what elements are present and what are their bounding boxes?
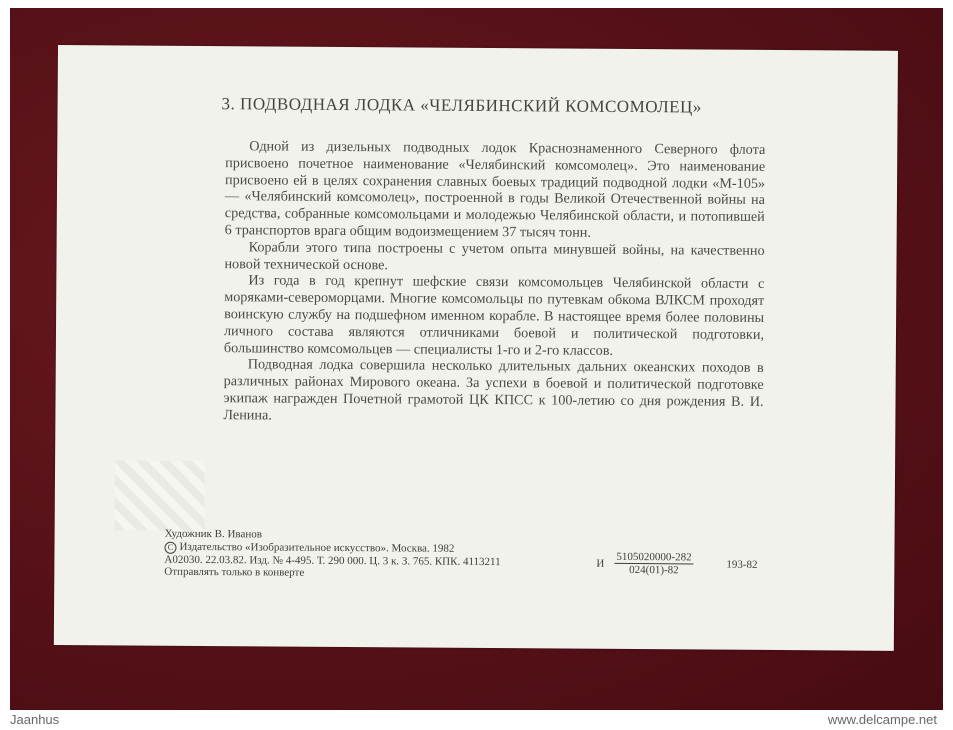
- card-body: [223, 138, 765, 427]
- fraction-numerator: 5105020000-282: [614, 551, 693, 565]
- copyright-icon: С: [164, 541, 176, 553]
- fraction-prefix: И: [596, 557, 605, 570]
- card-title: 3. ПОДВОДНАЯ ЛОДКА «ЧЕЛЯБИНСКИЙ КОМСОМОЛЕЦ»: [221, 94, 702, 117]
- credits-block: [164, 528, 814, 583]
- artist-credit: Художник В. Иванов: [164, 527, 263, 541]
- paragraph-1: Одной из дизельных подводных лодок Краснознаменного Северного флота присвоено почетное наименование «Челябинский комсомолец». Это наименование присвоено ей в целях сохранения славных боевых традиций подводной лодки «М-105» — «Челябинский комсомолец», построенной в годы Великой Отечественной войны на средства, собранные комсомольцами и молодежью Челябинской области, и потопившей 6 транспортов врага общим водоизмещением 37 тысяч тонн.: [224, 138, 766, 241]
- paragraph-3: Из года в год крепнут шефские связи комсомольцев Челябинской области с моряками-североморцами. Многие комсомольцы по путевкам обкома ВЛКСМ проходят воинскую службу на подшефном именном корабле. В настоящее время более половины личного состава являются отличниками боевой и политической подготовки, большинство комсомольцев — специалисты 1-го и 2-го классов.: [223, 272, 765, 359]
- catalog-fraction: [614, 551, 693, 577]
- mailing-note: Отправлять только в конверте: [164, 565, 305, 579]
- fraction-denominator: 024(01)-82: [629, 564, 679, 577]
- blurred-stamp: [115, 460, 205, 531]
- watermark-right: www.delcampe.net: [827, 712, 937, 727]
- fraction-suffix: 193-82: [726, 558, 758, 571]
- publisher-text: Издательство «Изобразительное искусство». Москва. 1982: [179, 540, 455, 555]
- watermark-left: Jaanhus: [10, 712, 60, 727]
- paragraph-4: Подводная лодка совершила несколько длительных дальних океанских походов в различных районах Мирового океана. За успехи в боевой и политической подготовке экипаж награжден Почетной грамотой ЦК КПСС к 100-летию со дня рождения В. И. Ленина.: [223, 356, 764, 424]
- footer-watermarks: [0, 710, 953, 730]
- imprint-line: А02030. 22.03.82. Изд. № 4-495. Т. 290 000. Ц. 3 к. З. 765. КПК. 4113211: [164, 553, 501, 568]
- paragraph-2: Корабли этого типа построены с учетом опыта минувшей войны, на качественно новой технической основе.: [224, 239, 765, 273]
- postcard: [54, 45, 898, 651]
